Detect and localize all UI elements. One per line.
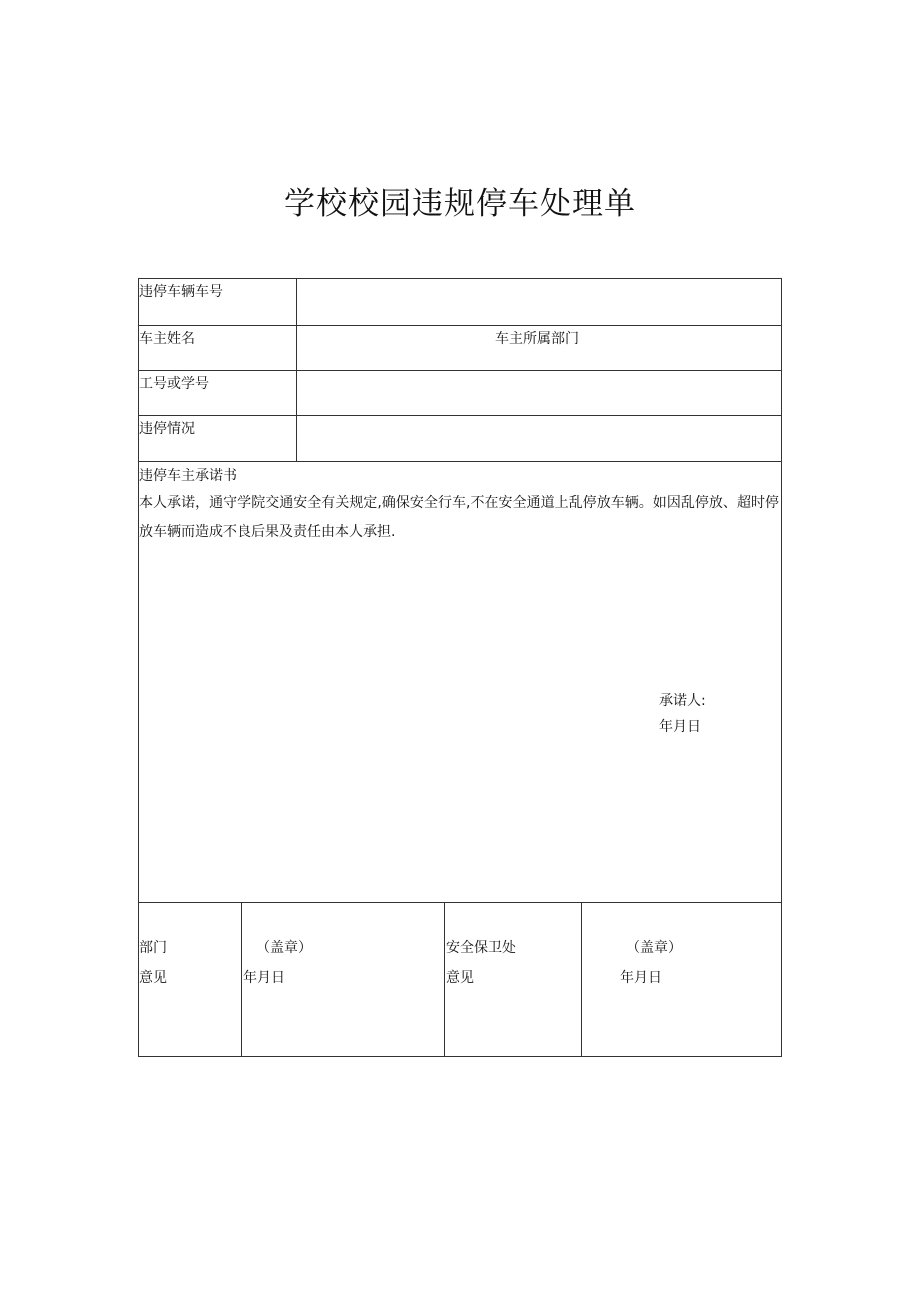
dept-opinion-label-line1: 部门 <box>139 940 167 956</box>
row-divider-4 <box>138 461 782 462</box>
plate-number-field[interactable] <box>298 280 780 324</box>
dept-seal-text: （盖章） <box>256 940 312 956</box>
table-border-right <box>781 278 782 1057</box>
security-seal-text: （盖章） <box>626 940 682 956</box>
label-column-divider <box>296 278 297 461</box>
row-divider-5 <box>138 902 782 903</box>
table-border-top <box>138 278 782 279</box>
table-border-bottom <box>138 1056 782 1057</box>
opinion-divider-3 <box>581 902 582 1056</box>
row-divider-2 <box>138 370 782 371</box>
owner-name-label: 车主姓名 <box>139 331 195 347</box>
opinion-divider-1 <box>241 902 242 1056</box>
pledger-label: 承诺人: <box>659 693 706 709</box>
pledge-date: 年月日 <box>659 719 701 735</box>
violation-details-label: 违停情况 <box>139 421 195 437</box>
row-divider-3 <box>138 415 782 416</box>
staff-student-id-label: 工号或学号 <box>139 376 209 392</box>
opinion-divider-2 <box>444 902 445 1056</box>
security-opinion-label-line2: 意见 <box>446 970 474 986</box>
dept-opinion-date: 年月日 <box>243 970 285 986</box>
pledge-text: 本人承诺，通守学院交通安全有关规定,确保安全行车,不在安全通道上乱停放车辆。如因乱停放、超时停放车辆而造成不良后果及责任由本人承担. <box>139 495 779 540</box>
form-title: 学校校园违规停车处理单 <box>284 186 636 222</box>
violation-details-field[interactable] <box>298 417 780 460</box>
pledge-title: 违停车主承诺书 <box>139 468 237 484</box>
security-opinion-date: 年月日 <box>620 970 662 986</box>
plate-number-label: 违停车辆车号 <box>139 284 223 300</box>
security-opinion-label-line1: 安全保卫处 <box>446 940 516 956</box>
row-divider-1 <box>138 325 782 326</box>
owner-department-label: 车主所属部门 <box>495 331 579 347</box>
violation-form-table <box>138 278 782 1057</box>
dept-opinion-label-line2: 意见 <box>139 970 167 986</box>
staff-student-id-field[interactable] <box>298 372 780 414</box>
